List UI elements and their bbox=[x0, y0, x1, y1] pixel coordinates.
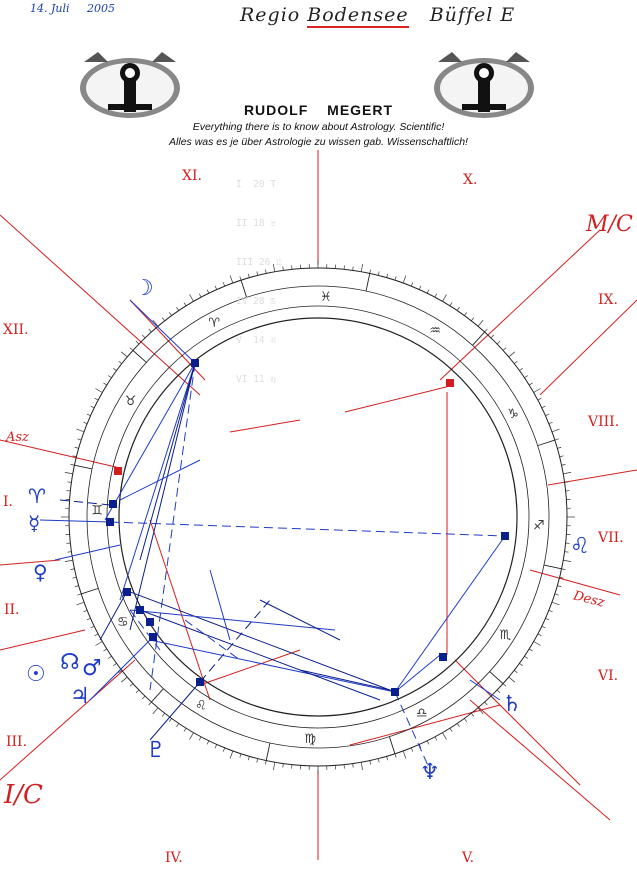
degree-tick bbox=[555, 594, 559, 595]
aspect-line bbox=[140, 610, 380, 700]
wheel-ring-2 bbox=[107, 306, 529, 728]
aspect-line bbox=[40, 520, 110, 522]
degree-tick bbox=[427, 290, 429, 294]
degree-tick bbox=[95, 642, 102, 646]
degree-tick bbox=[485, 702, 488, 705]
planet-marker bbox=[149, 633, 157, 641]
degree-tick bbox=[83, 422, 87, 423]
wheel-ring-3 bbox=[119, 315, 517, 716]
degree-tick bbox=[378, 272, 379, 276]
zodiac-sign: ♍ bbox=[304, 731, 317, 747]
degree-tick bbox=[130, 348, 133, 351]
degree-tick bbox=[497, 690, 500, 693]
degree-tick bbox=[113, 368, 116, 370]
sign-divider bbox=[538, 440, 555, 446]
degree-tick bbox=[519, 663, 522, 665]
degree-tick bbox=[457, 307, 459, 310]
zodiac-sign: ♐ bbox=[533, 518, 545, 534]
house-1: I. bbox=[3, 494, 13, 510]
house-cusp-line bbox=[150, 520, 210, 700]
degree-tick bbox=[95, 634, 99, 636]
degree-tick bbox=[230, 275, 233, 283]
house-cusp-line bbox=[230, 420, 300, 432]
degree-ticks bbox=[61, 260, 575, 774]
degree-tick bbox=[403, 751, 406, 759]
degree-tick bbox=[378, 759, 379, 763]
degree-tick bbox=[542, 406, 546, 408]
venus-glyph: ♀ bbox=[33, 560, 48, 584]
degree-tick bbox=[552, 429, 560, 432]
sign-divider bbox=[544, 565, 562, 569]
degree-tick bbox=[248, 756, 249, 760]
zodiac-sign: ♒ bbox=[429, 323, 441, 339]
degree-tick bbox=[283, 266, 284, 270]
house-cusp-line bbox=[345, 386, 450, 412]
house-cusp-line bbox=[455, 660, 580, 785]
zodiac-wheel bbox=[69, 268, 567, 766]
degree-tick bbox=[65, 472, 73, 473]
house-12: XII. bbox=[3, 322, 29, 338]
table-row: V 14 ♌ bbox=[236, 335, 277, 346]
degree-tick bbox=[538, 398, 542, 400]
jupiter-glyph: ♃ bbox=[70, 684, 90, 709]
degree-tick bbox=[538, 634, 542, 636]
degree-tick bbox=[529, 649, 532, 651]
degree-tick bbox=[108, 656, 111, 658]
degree-tick bbox=[95, 398, 99, 400]
degree-tick bbox=[65, 560, 73, 561]
zodiac-sign: ♊ bbox=[91, 503, 103, 519]
degree-tick bbox=[162, 713, 164, 716]
degree-tick bbox=[450, 728, 452, 731]
neptune-glyph: ♆ bbox=[420, 760, 440, 785]
degree-tick bbox=[557, 586, 561, 587]
degree-tick bbox=[514, 361, 517, 363]
degree-tick bbox=[497, 341, 500, 344]
degree-tick bbox=[524, 656, 527, 658]
degree-tick bbox=[552, 602, 560, 605]
degree-tick bbox=[130, 684, 133, 687]
degree-tick bbox=[427, 741, 429, 745]
planet-marker bbox=[114, 467, 122, 475]
zodiac-sign: ♏ bbox=[499, 628, 512, 644]
degree-tick bbox=[395, 754, 396, 758]
aspect-line bbox=[130, 363, 195, 630]
aspect-line bbox=[185, 620, 240, 660]
degree-tick bbox=[75, 586, 79, 587]
degree-tick bbox=[545, 414, 549, 416]
degree-tick bbox=[76, 429, 84, 432]
aspect-line bbox=[105, 363, 195, 520]
degree-tick bbox=[534, 642, 541, 646]
degree-tick bbox=[509, 352, 515, 357]
degree-tick bbox=[121, 352, 127, 357]
mars-glyph: ♂ bbox=[82, 656, 102, 681]
degree-tick bbox=[207, 290, 209, 294]
house-cusp-line bbox=[440, 230, 600, 380]
degree-tick bbox=[283, 764, 284, 768]
degree-tick bbox=[370, 270, 371, 274]
degree-tick bbox=[464, 718, 466, 721]
aspect-line bbox=[395, 536, 505, 692]
degree-tick bbox=[443, 294, 447, 301]
zodiac-sign: ♎ bbox=[415, 706, 428, 722]
degree-tick bbox=[370, 761, 371, 765]
house-cusp-line bbox=[0, 660, 135, 780]
degree-tick bbox=[562, 464, 566, 465]
aries-glyph: ♈ bbox=[28, 484, 46, 508]
house-8: VIII. bbox=[588, 414, 620, 430]
aspect-line bbox=[120, 460, 200, 500]
degree-tick bbox=[435, 294, 437, 298]
degree-tick bbox=[273, 762, 274, 770]
degree-tick bbox=[75, 447, 79, 448]
sign-divider bbox=[389, 737, 395, 754]
degree-tick bbox=[177, 723, 179, 726]
sign-divider bbox=[151, 689, 163, 702]
degree-tick bbox=[199, 294, 201, 298]
degree-tick bbox=[199, 737, 201, 741]
planet-marker bbox=[391, 688, 399, 696]
house-cusp-line bbox=[540, 300, 637, 395]
degree-tick bbox=[142, 696, 145, 699]
degree-tick bbox=[177, 307, 179, 310]
degree-tick bbox=[207, 741, 209, 745]
degree-tick bbox=[83, 610, 87, 611]
zodiac-sign: ♓ bbox=[319, 290, 332, 306]
tagline-german: Alles was es je über Astrologie zu wissen gab. Wissenschaftlich! bbox=[169, 136, 468, 148]
degree-tick bbox=[215, 286, 217, 290]
house-cusp-line bbox=[470, 700, 610, 820]
planet-marker bbox=[439, 653, 447, 661]
degree-tick bbox=[464, 312, 466, 315]
degree-tick bbox=[149, 702, 152, 705]
desc-label: Desz bbox=[571, 588, 606, 611]
degree-tick bbox=[361, 264, 362, 272]
degree-tick bbox=[76, 602, 84, 605]
degree-tick bbox=[113, 663, 116, 665]
degree-tick bbox=[73, 577, 77, 578]
degree-tick bbox=[562, 569, 566, 570]
house-6: VI. bbox=[598, 668, 619, 684]
degree-tick bbox=[162, 318, 164, 321]
degree-tick bbox=[67, 482, 71, 483]
degree-tick bbox=[108, 376, 111, 378]
degree-tick bbox=[257, 759, 258, 763]
degree-tick bbox=[153, 708, 158, 714]
degree-tick bbox=[485, 329, 488, 332]
degree-tick bbox=[509, 677, 515, 682]
house-11-top: XI. bbox=[182, 168, 202, 184]
house-cusp-line bbox=[0, 560, 60, 565]
degree-tick bbox=[119, 361, 122, 363]
planet-marker bbox=[146, 618, 154, 626]
aspect-line bbox=[395, 692, 430, 770]
degree-tick bbox=[136, 690, 139, 693]
degree-tick bbox=[557, 447, 561, 448]
degree-tick bbox=[91, 626, 95, 628]
planet-marker bbox=[109, 500, 117, 508]
degree-tick bbox=[353, 764, 354, 768]
degree-tick bbox=[435, 737, 437, 741]
degree-tick bbox=[91, 406, 95, 408]
aspect-line bbox=[130, 300, 195, 363]
table-row: II 18 ♉ bbox=[236, 218, 277, 229]
sign-divider bbox=[74, 465, 92, 469]
degree-tick bbox=[545, 618, 549, 620]
zodiac-sign: ♑ bbox=[507, 407, 519, 423]
degree-tick bbox=[519, 368, 522, 370]
degree-tick bbox=[478, 320, 483, 326]
degree-tick bbox=[215, 744, 217, 748]
degree-tick bbox=[387, 274, 388, 278]
zodiac-sign: ♈ bbox=[208, 315, 221, 331]
degree-tick bbox=[240, 754, 241, 758]
faded-position-table bbox=[236, 152, 282, 399]
degree-tick bbox=[361, 762, 362, 770]
degree-tick bbox=[149, 329, 152, 332]
sign-divider bbox=[81, 588, 98, 594]
degree-tick bbox=[136, 341, 139, 344]
aspect-line bbox=[140, 363, 195, 560]
degree-tick bbox=[555, 439, 559, 440]
zodiac-sign: ♋ bbox=[117, 614, 129, 630]
ic-label: I/C bbox=[4, 780, 43, 810]
house-cusp-line bbox=[548, 470, 637, 485]
mercury-glyph: ☿ bbox=[28, 511, 41, 535]
planet-marker bbox=[106, 518, 114, 526]
degree-tick bbox=[565, 552, 569, 553]
degree-tick bbox=[471, 713, 473, 716]
degree-tick bbox=[169, 312, 171, 315]
aspect-line bbox=[260, 600, 340, 640]
degree-tick bbox=[265, 761, 266, 765]
aspect-line bbox=[130, 610, 335, 630]
table-row: I 20 T bbox=[236, 179, 277, 190]
tagline-english: Everything there is to know about Astrology. Scientific! bbox=[192, 121, 445, 133]
degree-tick bbox=[529, 383, 532, 385]
degree-tick bbox=[503, 684, 506, 687]
degree-tick bbox=[395, 276, 396, 280]
degree-tick bbox=[524, 376, 527, 378]
degree-tick bbox=[71, 569, 75, 570]
degree-tick bbox=[169, 718, 171, 721]
degree-tick bbox=[563, 560, 571, 561]
house-3: III. bbox=[6, 734, 28, 750]
table-row: VI 11 ♍ bbox=[236, 374, 277, 385]
saturn-glyph: ♄ bbox=[502, 692, 522, 717]
degree-tick bbox=[457, 723, 459, 726]
degree-tick bbox=[514, 670, 517, 672]
degree-tick bbox=[450, 302, 452, 305]
degree-tick bbox=[223, 748, 224, 752]
degree-tick bbox=[534, 389, 541, 393]
aspect-line bbox=[470, 680, 500, 700]
house-cusp-line bbox=[200, 650, 300, 685]
wheel-ring-0 bbox=[69, 268, 567, 766]
degree-tick bbox=[184, 728, 186, 731]
planet-marker bbox=[191, 359, 199, 367]
degree-tick bbox=[403, 275, 406, 283]
degree-tick bbox=[77, 594, 81, 595]
planet-marker bbox=[501, 532, 509, 540]
degree-tick bbox=[411, 282, 412, 286]
brand-name: RUDOLF MEGERT bbox=[243, 102, 394, 118]
leo-glyph: ♌ bbox=[570, 534, 590, 559]
sun-glyph: ☉ bbox=[26, 662, 46, 687]
degree-tick bbox=[353, 266, 354, 270]
sign-divider bbox=[490, 672, 503, 684]
degree-tick bbox=[549, 610, 553, 611]
table-row: III 26 ♊ bbox=[236, 257, 282, 268]
degree-tick bbox=[230, 751, 233, 759]
degree-tick bbox=[184, 302, 186, 305]
degree-tick bbox=[411, 748, 412, 752]
degree-tick bbox=[549, 422, 553, 423]
degree-tick bbox=[387, 756, 388, 760]
degree-tick bbox=[142, 335, 145, 338]
asc-label: Asz bbox=[6, 430, 29, 445]
degree-tick bbox=[419, 286, 421, 290]
degree-tick bbox=[190, 733, 194, 740]
house-10-top: X. bbox=[463, 172, 478, 188]
house-9: IX. bbox=[598, 292, 618, 308]
degree-tick bbox=[223, 282, 224, 286]
degree-tick bbox=[471, 318, 473, 321]
degree-tick bbox=[503, 348, 506, 351]
node-glyph: ☊ bbox=[60, 650, 80, 675]
degree-tick bbox=[103, 649, 106, 651]
degree-tick bbox=[491, 335, 494, 338]
house-cusp-line bbox=[0, 215, 200, 395]
zodiac-sign: ♉ bbox=[124, 393, 137, 409]
degree-tick bbox=[67, 552, 71, 553]
house-4: IV. bbox=[165, 850, 183, 866]
degree-tick bbox=[103, 383, 106, 385]
sign-divider bbox=[266, 743, 270, 761]
table-row: IV 28 ♋ bbox=[236, 296, 277, 307]
aspect-line bbox=[125, 590, 395, 692]
aspect-line bbox=[210, 570, 230, 640]
zodiac-sign: ♌ bbox=[195, 698, 207, 714]
planet-marker bbox=[136, 606, 144, 614]
degree-tick bbox=[87, 414, 91, 416]
planet-marker bbox=[196, 678, 204, 686]
aspect-line bbox=[110, 522, 505, 536]
house-2: II. bbox=[4, 602, 20, 618]
degree-tick bbox=[121, 677, 127, 682]
chart-title: Regio Bodensee Büffel E bbox=[240, 4, 516, 26]
chart-date: 14. Juli 2005 bbox=[30, 2, 116, 15]
mc-label: M/C bbox=[586, 212, 633, 237]
degree-tick bbox=[71, 464, 75, 465]
pluto-glyph: ♇ bbox=[146, 738, 166, 763]
degree-tick bbox=[95, 389, 102, 393]
house-cusp-line bbox=[0, 630, 85, 650]
degree-tick bbox=[190, 294, 194, 301]
degree-tick bbox=[542, 626, 546, 628]
moon-glyph: ☽ bbox=[134, 276, 154, 301]
degree-tick bbox=[491, 696, 494, 699]
sign-divider bbox=[133, 350, 146, 362]
degree-tick bbox=[87, 618, 91, 620]
sign-divider bbox=[366, 273, 370, 291]
degree-tick bbox=[563, 472, 571, 473]
degree-tick bbox=[77, 439, 81, 440]
planet-marker bbox=[446, 379, 454, 387]
house-5: V. bbox=[462, 850, 475, 866]
degree-tick bbox=[560, 456, 564, 457]
house-7: VII. bbox=[598, 530, 624, 546]
planet-marker bbox=[123, 588, 131, 596]
degree-tick bbox=[443, 733, 447, 740]
